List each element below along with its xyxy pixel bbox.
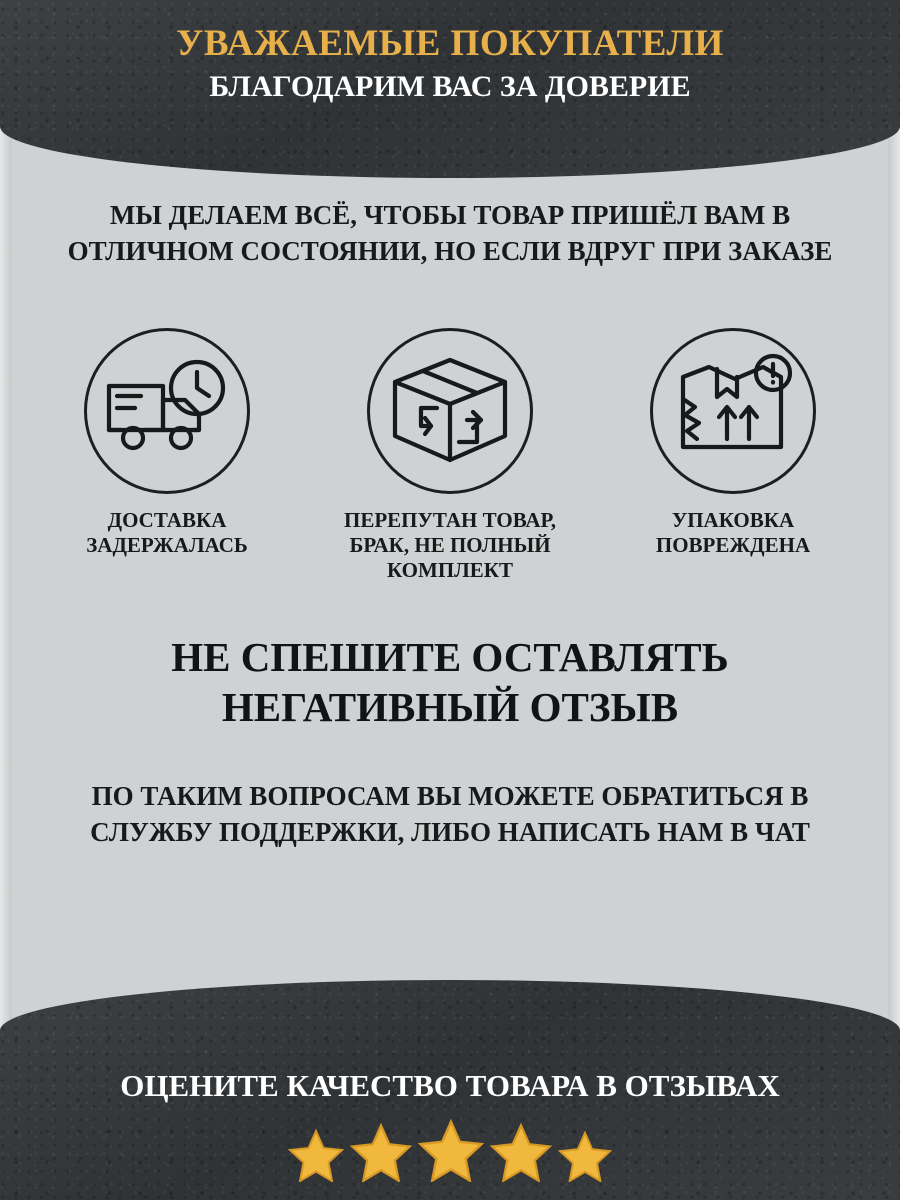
box-return-arrow-icon: [367, 328, 533, 494]
issue-item-delivery: [38, 328, 296, 584]
star-icon-2[interactable]: [350, 1122, 412, 1182]
issue-item-wrong-goods: [321, 328, 579, 584]
star-icon-3[interactable]: [418, 1118, 484, 1182]
issue-caption-damaged-package: УПАКОВКА ПОВРЕЖДЕНА: [655, 508, 811, 558]
star-icon-4[interactable]: [490, 1122, 552, 1182]
header-subtitle: БЛАГОДАРИМ ВАС ЗА ДОВЕРИЕ: [209, 69, 691, 103]
star-rating[interactable]: [0, 1118, 900, 1182]
footer-title: ОЦЕНИТЕ КАЧЕСТВО ТОВАРА В ОТЗЫВАХ: [120, 1067, 780, 1103]
damaged-package-icon: [650, 328, 816, 494]
intro-text: МЫ ДЕЛАЕМ ВСЁ, ЧТОБЫ ТОВАР ПРИШЁЛ ВАМ В ОТЛИЧНОМ СОСТОЯНИИ, НО ЕСЛИ ВДРУГ ПРИ ЗАКАЗЕ: [67, 200, 833, 266]
issue-caption-wrong-goods: ПЕРЕПУТАН ТОВАР, БРАК, НЕ ПОЛНЫЙ КОМПЛЕКТ: [344, 508, 556, 583]
header: [0, 0, 900, 104]
star-icon-1[interactable]: [288, 1128, 344, 1182]
issue-item-damaged-package: [604, 328, 862, 584]
body-text: ПО ТАКИМ ВОПРОСАМ ВЫ МОЖЕТЕ ОБРАТИТЬСЯ В СЛУЖБУ ПОДДЕРЖКИ, ЛИБО НАПИСАТЬ НАМ В ЧАТ: [90, 781, 810, 848]
header-title: УВАЖАЕМЫЕ ПОКУПАТЕЛИ: [176, 23, 724, 64]
footer: [0, 1067, 900, 1200]
headline-text: НЕ СПЕШИТЕ ОСТАВЛЯТЬ НЕГАТИВНЫЙ ОТЗЫВ: [171, 634, 729, 731]
delivery-truck-clock-icon: [84, 328, 250, 494]
issue-icon-row: [38, 328, 862, 584]
star-icon-5[interactable]: [558, 1130, 612, 1182]
issue-caption-delivery: ДОСТАВКА ЗАДЕРЖАЛАСЬ: [86, 508, 248, 558]
